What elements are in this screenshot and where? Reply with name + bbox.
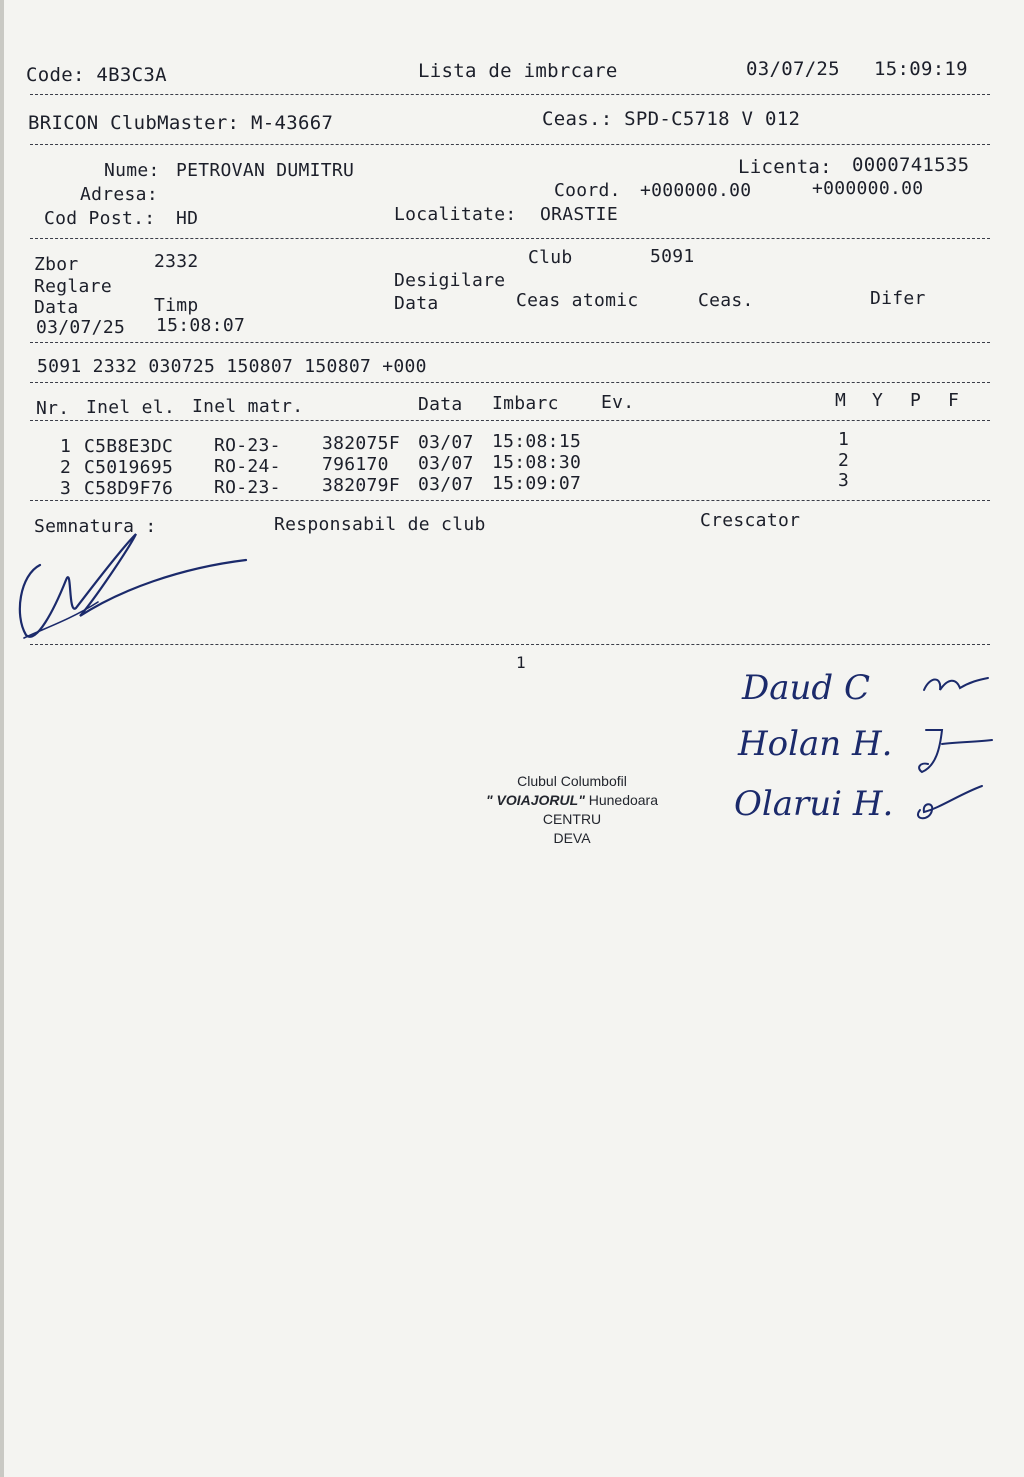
col-m: M bbox=[835, 390, 847, 411]
club-label: Club bbox=[528, 247, 573, 268]
row-inel-el: C58D9F76 bbox=[84, 478, 174, 499]
row-imbarc: 15:08:15 bbox=[492, 431, 582, 452]
separator bbox=[30, 420, 990, 421]
stamp-line1: Clubul Columbofil bbox=[517, 773, 627, 789]
header-date: 03/07/25 bbox=[746, 58, 840, 80]
data-label: Data bbox=[34, 297, 79, 318]
row-data: 03/07 bbox=[418, 432, 474, 453]
summary-line: 5091 2332 030725 150807 150807 +000 bbox=[37, 356, 427, 377]
ceas-label: Ceas. bbox=[698, 290, 754, 311]
row-imbarc: 15:09:07 bbox=[492, 473, 582, 494]
coord-y: +000000.00 bbox=[812, 178, 924, 199]
separator bbox=[30, 382, 990, 383]
row-inel-el: C5019695 bbox=[84, 457, 174, 478]
difer-label: Difer bbox=[870, 288, 926, 309]
localitate-label: Localitate: bbox=[394, 204, 517, 225]
page-number: 1 bbox=[516, 653, 526, 672]
nume-label: Nume: bbox=[104, 160, 160, 181]
col-ev: Ev. bbox=[601, 392, 635, 413]
club-stamp bbox=[452, 772, 692, 848]
localitate-value: ORASTIE bbox=[540, 204, 618, 225]
stamp-line4: DEVA bbox=[553, 830, 591, 846]
row-ring-prefix: RO-23- bbox=[214, 477, 281, 498]
initials-scribble-icon bbox=[920, 668, 992, 698]
col-p: P bbox=[910, 390, 922, 411]
separator bbox=[30, 500, 990, 501]
col-inel-el: Inel el. bbox=[86, 397, 176, 418]
zbor-value: 2332 bbox=[154, 251, 199, 272]
reglare-time: 15:08:07 bbox=[156, 315, 246, 336]
row-inel-el: C5B8E3DC bbox=[84, 436, 174, 457]
row-m: 2 bbox=[838, 450, 850, 471]
handwritten-name-2: Holan H. bbox=[738, 724, 893, 764]
header-time: 15:09:19 bbox=[874, 58, 968, 80]
stamp-line2 bbox=[452, 791, 692, 810]
paper-edge-shadow bbox=[0, 0, 4, 1477]
stamp-line3: CENTRU bbox=[542, 811, 602, 827]
col-f: F bbox=[948, 390, 960, 411]
separator bbox=[30, 144, 990, 145]
stamp-club-name: " VOIAJORUL" bbox=[485, 792, 585, 808]
ceas-atomic-label: Ceas atomic bbox=[516, 290, 639, 311]
crescator-label: Crescator bbox=[700, 510, 801, 531]
codpost-label: Cod Post.: bbox=[44, 208, 156, 229]
row-nr: 2 bbox=[60, 457, 72, 478]
separator bbox=[30, 238, 990, 239]
col-inel-matr: Inel matr. bbox=[192, 396, 304, 417]
semnatura-label: Semnatura : bbox=[34, 516, 157, 537]
ceas-id: Ceas.: SPD-C5718 V 012 bbox=[542, 108, 801, 130]
row-nr: 3 bbox=[60, 478, 72, 499]
row-inel-matr: 796170 bbox=[322, 454, 389, 475]
club-value: 5091 bbox=[650, 246, 695, 267]
row-inel-matr: 382075F bbox=[322, 433, 400, 454]
separator bbox=[30, 342, 990, 343]
coord-label: Coord. bbox=[554, 180, 621, 201]
col-y: Y bbox=[872, 390, 884, 411]
coord-x: +000000.00 bbox=[640, 180, 752, 201]
initials-scribble-icon bbox=[912, 722, 996, 778]
desigilare-data-label: Data bbox=[394, 293, 439, 314]
licenta-label: Licenta: bbox=[738, 156, 832, 178]
timp-label: Timp bbox=[154, 295, 199, 316]
row-m: 3 bbox=[838, 470, 850, 491]
reglare-label: Reglare bbox=[34, 276, 112, 297]
row-nr: 1 bbox=[60, 436, 72, 457]
responsabil-label: Responsabil de club bbox=[274, 514, 486, 535]
separator bbox=[30, 644, 990, 645]
codpost-value: HD bbox=[176, 208, 199, 229]
row-m: 1 bbox=[838, 429, 850, 450]
clubmaster-id: BRICON ClubMaster: M-43667 bbox=[28, 112, 334, 134]
col-data: Data bbox=[418, 394, 463, 415]
row-ring-prefix: RO-23- bbox=[214, 435, 281, 456]
signature-icon bbox=[10, 520, 250, 650]
owner-name: PETROVAN DUMITRU bbox=[176, 160, 355, 181]
row-ring-prefix: RO-24- bbox=[214, 456, 281, 477]
col-nr: Nr. bbox=[36, 398, 70, 419]
code-label: Code: 4B3C3A bbox=[26, 64, 167, 86]
reglare-date: 03/07/25 bbox=[36, 317, 126, 338]
initials-scribble-icon bbox=[910, 780, 986, 824]
document-title: Lista de imbrcare bbox=[418, 60, 618, 82]
separator bbox=[30, 94, 990, 95]
row-imbarc: 15:08:30 bbox=[492, 452, 582, 473]
zbor-label: Zbor bbox=[34, 254, 79, 275]
desigilare-label: Desigilare bbox=[394, 270, 506, 291]
col-imbarc: Imbarc bbox=[492, 393, 559, 414]
stamp-city: Hunedoara bbox=[588, 792, 658, 808]
row-inel-matr: 382079F bbox=[322, 475, 400, 496]
licenta-value: 0000741535 bbox=[852, 154, 970, 176]
adresa-label: Adresa: bbox=[80, 184, 158, 205]
row-data: 03/07 bbox=[418, 453, 474, 474]
handwritten-name-1: Daud C bbox=[742, 668, 871, 708]
row-data: 03/07 bbox=[418, 474, 474, 495]
handwritten-name-3: Olarui H. bbox=[734, 784, 894, 824]
